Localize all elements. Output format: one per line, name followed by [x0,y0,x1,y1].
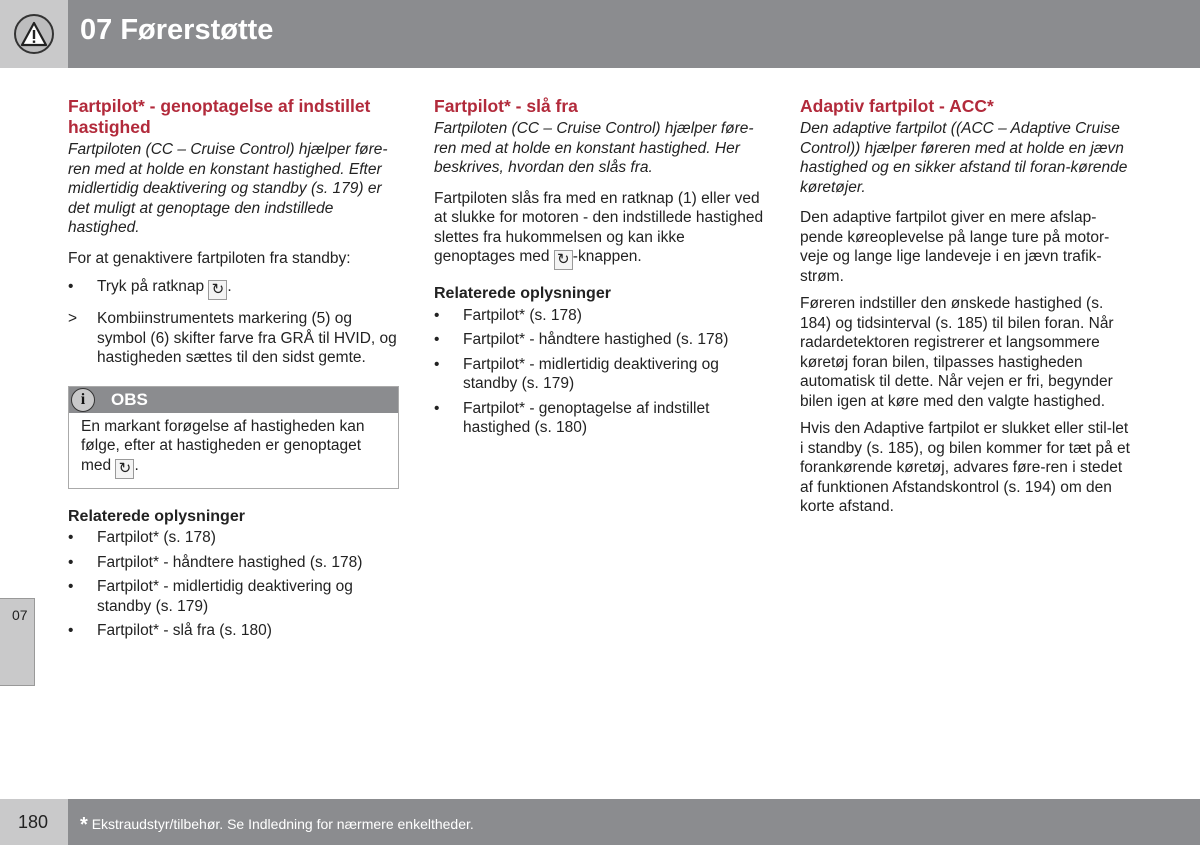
related-link[interactable] [434,355,769,394]
link-text[interactable]: Fartpilot* - midlertidig deaktivering og standby (s. 179) [97,578,353,615]
body-main: Fartpiloten slås fra med en ratknap (1) eller ved at slukke for motoren - den indstillede hastighed slettes fra hukommelsen og kan ikke genoptages med [434,189,764,265]
footnote-text: Ekstraudstyr/tilbehør. Se Indledning for nærmere enkeltheder. [91,816,474,832]
link-text[interactable]: Fartpilot* - slå fra (s. 180) [97,622,272,639]
result-arrow: > [68,310,78,327]
section-lead: Den adaptive fartpilot ((ACC – Adaptive Cruise Control)) hjælper føreren med at holde en jævn hastighed og en sikker afstand til foran-kørende køretøjer. [800,120,1128,196]
chapter-title: 07 Førerstøtte [80,14,274,46]
section-lead: Fartpiloten (CC – Cruise Control) hjælper føre-ren med at holde en konstant hastighed. Her beskrives, hvordan den slås fra. [434,120,754,176]
footer-note [68,799,1200,845]
step-text: Tryk på ratknap [97,278,205,295]
info-icon: i [71,388,95,412]
related-link[interactable] [68,553,403,573]
link-text[interactable]: Fartpilot* - genoptagelse af indstillet hastighed (s. 180) [463,399,710,436]
step-item: • Tryk på ratknap ↻ . [68,278,232,298]
column-resume-speed [68,96,403,641]
bullet: • [68,553,74,571]
related-link[interactable] [434,330,769,350]
paragraph: Hvis den Adaptive fartpilot er slukket eller stil-let i standby (s. 185), og bilen kommer for tæt på et forankørende køretøj, advares føre-ren i stedet af funktionen Afstandskontrol (s. 194) om den korte afstand. [800,420,1130,515]
obs-text: En markant forøgelse af hastigheden kan følge, efter at hastigheden er genoptaget med [81,417,365,474]
header-icon-area [0,0,68,68]
section-heading: Fartpilot* - slå fra [434,96,578,116]
bullet: • [434,306,440,324]
link-text[interactable]: Fartpilot* - håndtere hastighed (s. 178) [463,331,729,348]
chapter-side-tab: 07 [0,598,35,686]
body-text [434,189,769,271]
result-text: Kombiinstrumentets markering (5) og symbol (6) skifter farve fra GRÅ til HVID, og hastigheden sættes til den sidst gemte. [97,310,397,366]
paragraph: Den adaptive fartpilot giver en mere afslap-pende køreoplevelse på lange ture på motor-veje og lange lige landeveje i en jævn trafik-strøm. [800,209,1110,285]
intro-text: For at genaktivere fartpiloten fra standby: [68,249,351,267]
column-turn-off [434,96,769,438]
bullet: • [434,331,440,348]
resume-button-icon: ↻ [208,280,227,300]
link-text[interactable]: Fartpilot* (s. 178) [97,529,216,546]
related-heading: Relaterede oplysninger [434,285,611,302]
bullet: • [68,622,74,639]
bullet: • [434,355,440,373]
section-heading: Fartpilot* - genoptagelse af indstillet hastighed [68,96,371,137]
related-link[interactable] [68,577,403,616]
paragraph: Føreren indstiller den ønskede hastighed (s. 184) og tidsinterval (s. 185) til bilen foran. Når radardetektoren registrerer et langsommere køretøj foran bilen, tilpasses hastigheden automatisk til dette. Når vejen er fri, begynder bilen igen at køre med den valgte hastighed. [800,295,1114,410]
resume-button-icon: ↻ [554,250,573,270]
related-link[interactable] [68,621,403,641]
obs-title: OBS [111,389,148,409]
related-heading: Relaterede oplysninger [68,507,245,525]
warning-triangle-icon [14,14,54,54]
link-text[interactable]: Fartpilot* - håndtere hastighed (s. 178) [97,553,363,571]
section-heading: Adaptiv fartpilot - ACC* [800,96,994,116]
result-item [68,309,403,368]
chapter-header [68,0,1200,68]
section-lead: Fartpiloten (CC – Cruise Control) hjælper føre-ren med at holde en konstant hastighed. Efter midlertidig deaktivering og standby (s. 179) er det muligt at genoptage den indstillede hastighed. [68,141,388,236]
footnote-star: * [80,814,88,836]
related-link[interactable] [434,306,769,326]
bullet: • [68,578,74,595]
column-acc [800,96,1135,517]
link-text[interactable]: Fartpilot* (s. 178) [463,306,582,324]
page-number: 180 [0,799,68,845]
link-text[interactable]: Fartpilot* - midlertidig deaktivering og standby (s. 179) [463,355,719,392]
bullet: • [68,529,74,546]
resume-button-icon: ↻ [115,459,134,479]
related-link[interactable] [68,528,403,548]
obs-note-box: i OBS En markant forøgelse af hastigheden kan følge, efter at hastigheden er genoptaget med ↻ . [68,386,399,489]
related-link[interactable] [434,399,769,438]
bullet: • [434,399,440,417]
body-end: -knappen. [572,248,642,265]
bullet: • [68,278,74,295]
